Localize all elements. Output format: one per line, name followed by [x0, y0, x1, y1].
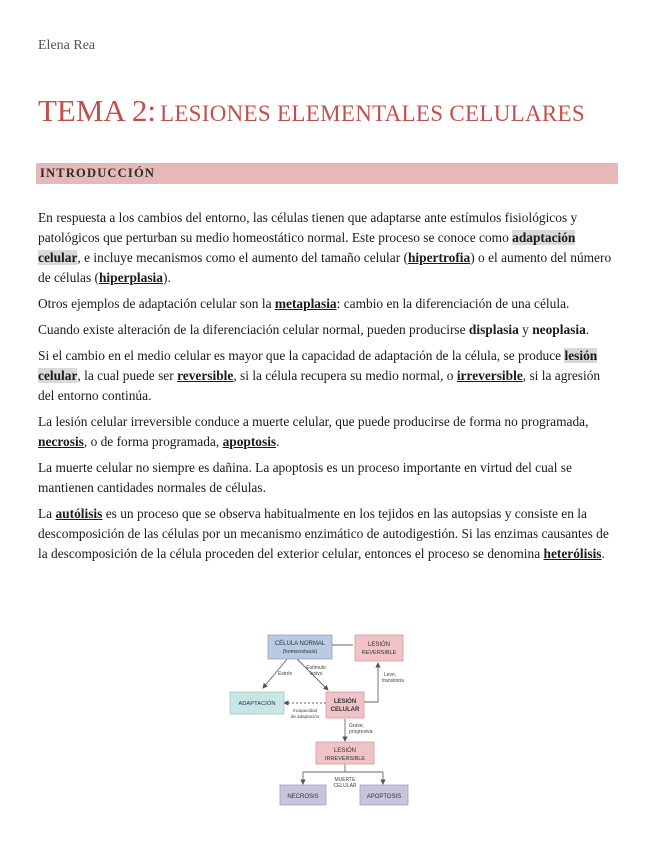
text-run: ) o el aumento del número de células (	[38, 250, 612, 285]
text-run: : cambio en la diferenciación de una célula.	[336, 296, 570, 311]
node-lesion-label-1: LESIÓN	[333, 699, 357, 705]
paragraph-5	[38, 412, 618, 452]
text-run: .	[276, 434, 280, 449]
title-main: LESIONES ELEMENTALES CELULARES	[159, 101, 585, 126]
node-apoptosis-label: APOPTOSIS	[366, 794, 402, 800]
text-run: .	[585, 322, 590, 337]
text-run: .	[601, 546, 605, 561]
term-irreversible: irreversible	[456, 368, 523, 383]
text-run: , e incluye mecanismos como el aumento del tamaño celular (	[77, 250, 408, 265]
paragraph-3	[38, 320, 618, 340]
paragraph-4	[38, 346, 618, 406]
paragraph-1	[38, 208, 618, 288]
term-apoptosis: apoptosis	[222, 434, 277, 449]
term-adaptacion-celular: adaptación celular	[38, 230, 576, 265]
author-name: Elena Rea	[38, 38, 96, 53]
label-grave-1: Grave,	[349, 723, 365, 729]
term-necrosis: necrosis	[38, 434, 84, 449]
label-leve-1: Leve,	[384, 672, 397, 678]
text-run: es un proceso que se observa habitualmente en los tejidos en las autopsias y consiste en la descomposición de las células por un mecanismo enzimático de autodigestión. Si las enzimas causantes de la descomposición de la célula proceden del exterior celular, entonces el proceso se denomina	[38, 506, 609, 561]
term-lesion-celular: lesión celular	[38, 348, 598, 383]
text-run: , si la agresión del entorno continúa.	[38, 368, 601, 403]
text-run: Si el cambio en el medio celular es mayor que la capacidad de adaptación de la célula, se produce	[38, 348, 565, 363]
text-run: Cuando existe alteración de la diferenciación celular normal, pueden producirse	[38, 322, 469, 337]
term-hiperplasia: hiperplasia	[98, 270, 163, 285]
label-estimulo-2: lesivo	[309, 671, 323, 677]
term-reversible: reversible	[177, 368, 234, 383]
text-run: Otros ejemplos de adaptación celular son la	[38, 296, 275, 311]
cell-injury-diagram	[228, 630, 428, 808]
node-irreversible-label-2: IRREVERSIBLE	[324, 756, 366, 762]
node-reversible-label-1: LESIÓN	[367, 642, 391, 648]
arrow-lesion-to-reversible	[363, 663, 378, 702]
term-hipertrofia: hipertrofia	[407, 250, 471, 265]
section-heading: INTRODUCCIÓN	[36, 163, 618, 184]
term-displasia: displasia	[468, 322, 519, 337]
document-body	[38, 208, 618, 570]
text-run: y	[518, 322, 533, 337]
text-run: ).	[162, 270, 171, 285]
label-muerte-1: MUERTE	[334, 777, 356, 783]
paragraph-7	[38, 504, 618, 564]
term-metaplasia: metaplasia	[274, 296, 337, 311]
paragraph-2	[38, 294, 618, 314]
term-autolisis: autólisis	[55, 506, 103, 521]
page-title	[38, 93, 585, 129]
term-heterolisis: heterólisis	[543, 546, 602, 561]
node-normal-label-2: (homeostasis)	[282, 649, 318, 655]
node-adaptacion-label: ADAPTACIÓN	[238, 701, 276, 707]
text-run: , si la célula recupera su medio normal, o	[233, 368, 457, 383]
node-reversible-label-2: REVERSIBLE	[361, 650, 397, 656]
label-incapacidad-2: de adaptación	[290, 714, 320, 719]
paragraph-6: La muerte celular no siempre es dañina. La apoptosis es un proceso importante en virtud del cual se mantienen cantidades normales de células.	[38, 460, 572, 495]
label-leve-2: transitoria	[382, 678, 404, 684]
text-run: , la cual puede ser	[77, 368, 178, 383]
label-estimulo-1: Estímulo	[306, 665, 326, 671]
node-celula-normal	[268, 635, 332, 659]
text-run: La lesión celular irreversible conduce a muerte celular, que puede producirse de forma no programada,	[38, 414, 589, 429]
label-muerte-2: CELULAR	[333, 783, 357, 789]
node-lesion-reversible	[355, 635, 403, 661]
node-irreversible-label-1: LESIÓN	[333, 748, 357, 754]
label-incapacidad-1: Incapacidad	[292, 708, 318, 713]
node-lesion-label-2: CELULAR	[330, 707, 360, 713]
node-normal-label-1: CÉLULA NORMAL	[274, 641, 326, 647]
text-run: , o de forma programada,	[83, 434, 223, 449]
text-run: En respuesta a los cambios del entorno, las células tienen que adaptarse ante estímulos fisiológicos y patológicos que perturban su medio homeostático normal. Este proceso se conoce como	[38, 210, 578, 245]
text-run: La	[38, 506, 56, 521]
node-lesion-celular	[326, 692, 364, 718]
node-necrosis-label: NECROSIS	[287, 794, 319, 800]
label-grave-2: progresiva	[349, 729, 373, 735]
term-neoplasia: neoplasia	[532, 322, 586, 337]
label-estres: Estrés	[278, 671, 293, 677]
title-prefix: TEMA 2:	[38, 93, 156, 128]
